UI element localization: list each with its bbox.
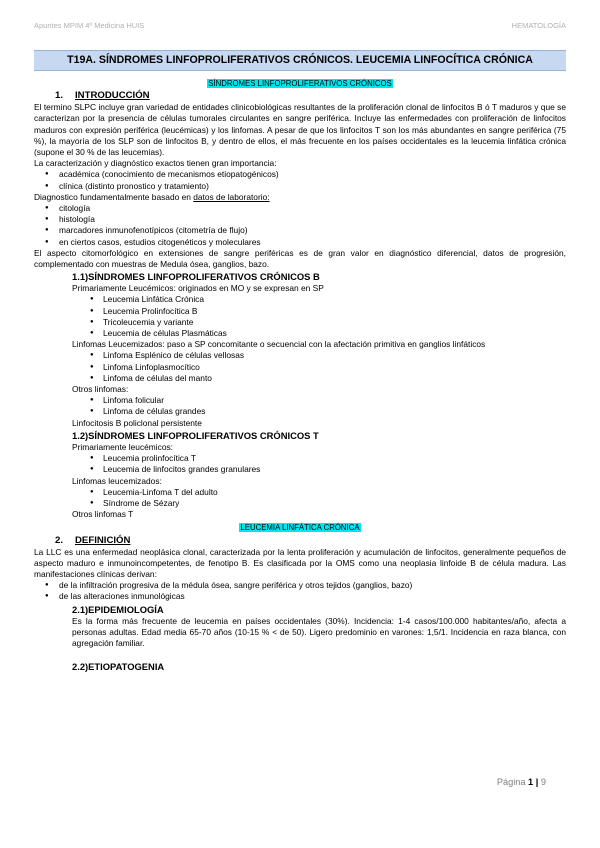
list-item: ● Linfoma Esplénico de células vellosas bbox=[34, 350, 566, 361]
footer-page-total: 9 bbox=[540, 777, 546, 787]
group-label: Linfomas Leucemizados: paso a SP concomitante o secuencial con la afectación primitiva en ganglios linfáticos bbox=[72, 339, 486, 350]
list-item: ● citología bbox=[34, 203, 566, 214]
group-label: Linfocitosis B policlonal persistente bbox=[72, 417, 202, 428]
heading-text: INTRODUCCIÓN bbox=[75, 90, 150, 102]
footer-separator: | bbox=[535, 777, 539, 787]
group-label: Linfomas leucemizados: bbox=[72, 475, 162, 486]
footer-page-label: Página bbox=[496, 777, 526, 787]
lab-data-list bbox=[34, 203, 566, 248]
slpc-b-otros-list bbox=[34, 395, 566, 417]
heading-number: 1. bbox=[55, 90, 64, 102]
diagnostico-text: Diagnostico fundamentalmente basado en bbox=[34, 191, 194, 202]
diagnostico-underlined: datos de laboratorio: bbox=[193, 191, 270, 202]
heading-text: DEFINICIÓN bbox=[75, 534, 131, 546]
page-header bbox=[34, 20, 566, 34]
heading-introduccion bbox=[34, 89, 566, 102]
epidemiologia-paragraph: Es la forma más frecuente de leucemia en países occidentales (30%). Incidencia: 1-4 casos/100.000 habitantes/año, afecta a personas adultas. Edad media 65-70 años (10-15 % < de 50). Ligero predominio en varones: 1,5/1. Incidencia en raza blanca, con agregación familiar. bbox=[72, 615, 566, 648]
document-title: T19A. SÍNDROMES LINFOPROLIFERATIVOS CRÓNICOS. LEUCEMIA LINFOCÍTICA CRÓNICA bbox=[34, 50, 566, 71]
list-item: ● Tricoleucemia y variante bbox=[34, 317, 566, 328]
list-item: ● Linfoma de células del manto bbox=[34, 373, 566, 384]
list-item: ● Linfoma Linfoplasmocítico bbox=[34, 362, 566, 373]
list-item: ● en ciertos casos, estudios citogenéticos y moleculares bbox=[34, 237, 566, 248]
list-item: ● Linfoma de células grandes bbox=[34, 406, 566, 417]
list-item: ● de las alteraciones inmunológicas bbox=[34, 591, 566, 602]
banner-text: SÍNDROMES LINFOPROLIFERATIVOS CRÓNICOS bbox=[208, 79, 392, 88]
list-item: ● Síndrome de Sézary bbox=[34, 498, 566, 509]
list-item: ● Leucemia de células Plasmáticas bbox=[34, 328, 566, 339]
heading-etiopatogenia: 2.2)ETIOPATOGENIA bbox=[72, 661, 165, 673]
list-item: ● Leucemia de linfocitos grandes granulares bbox=[34, 464, 566, 475]
group-label: Otros linfomas: bbox=[72, 384, 129, 395]
manifestaciones-list bbox=[34, 580, 566, 602]
header-subject: HEMATOLOGÍA bbox=[511, 21, 566, 30]
slpc-b-leucemicos-list bbox=[34, 294, 566, 339]
heading-number: 2. bbox=[55, 534, 64, 546]
banner-text: LEUCEMIA LINFÁTICA CRÓNICA bbox=[240, 523, 360, 533]
list-item: ● clínica (distinto pronostico y tratamiento) bbox=[34, 181, 566, 192]
slpc-t-leucemizados-list bbox=[34, 487, 566, 509]
list-item: ● Leucemia-Linfoma T del adulto bbox=[34, 487, 566, 498]
header-course: Apuntes MPIM 4º Medicina HUIS bbox=[34, 21, 145, 30]
group-label: Otros linfomas T bbox=[72, 509, 134, 520]
diagnostico-line bbox=[34, 192, 566, 203]
list-item: ● histología bbox=[34, 214, 566, 225]
heading-slpc-b: 1.1)SÍNDROMES LINFOPROLIFERATIVOS CRÓNICOS B bbox=[72, 271, 320, 283]
heading-slpc-t: 1.2)SÍNDROMES LINFOPROLIFERATIVOS CRÓNICOS T bbox=[72, 429, 319, 441]
list-item: ● Leucemia Prolinfocítica B bbox=[34, 306, 566, 317]
list-item: ● marcadores inmunofenotípicos (citometría de flujo) bbox=[34, 225, 566, 236]
list-item: ● académica (conocimiento de mecanismos etiopatogénicos) bbox=[34, 169, 566, 180]
section-banner-slpc bbox=[34, 78, 566, 89]
definicion-paragraph: La LLC es una enfermedad neoplásica clonal, caracterizada por la lenta proliferación y acumulación de linfocitos, generalmente pequeños de aspecto maduro e inmunoincompetentes, de fenotipo B. Es clasificada por la OMS como una neoplasia linfoide B de célula madura. Las manifestaciones clínicas derivan: bbox=[34, 546, 566, 579]
citomorfologia-paragraph: El aspecto citomorfológico en extensiones de sangre periféricas es de gran valor en diagnóstico diferencial, datos de progresión, complementado con muestras de Medula ósea, ganglios, bazo. bbox=[34, 247, 566, 270]
list-item: ● Linfoma folicular bbox=[34, 395, 566, 406]
group-label: Primariamente Leucémicos: originados en MO y se expresan en SP bbox=[72, 283, 324, 294]
list-item: ● Leucemia Linfática Crónica bbox=[34, 294, 566, 305]
list-item: ● de la infiltración progresiva de la médula ósea, sangre periférica y otros tejidos (ganglios, bazo) bbox=[34, 580, 566, 591]
section-banner-llc bbox=[34, 522, 566, 533]
intro-paragraph: El termino SLPC incluye gran variedad de entidades clinicobiológicas resultantes de la proliferación clonal de linfocitos B ó T maduros y que se caracterizan por la presencia de células tumorales circulantes en sangre periférica. Incluye las enfermedades con proliferación de linfocitos maduros con expresión periférica (leucémicas) y los linfomas. A pesar de que los linfocitos T son los más abundantes en sangre periférica (75 %), la mayoría de los SLP son de linfocitos B, y dentro de ellos, el más frecuente en los países occidentales es la leucemia linfática crónica (supone el 30 % de las leucemias). bbox=[34, 102, 566, 158]
slpc-b-leucemizados-list bbox=[34, 350, 566, 384]
document-body bbox=[34, 78, 566, 673]
intro-caracterizacion: La caracterización y diagnóstico exactos tienen gran importancia: bbox=[34, 158, 277, 169]
heading-epidemiologia: 2.1)EPIDEMIOLOGÍA bbox=[72, 603, 164, 615]
footer-page-number: 1 bbox=[528, 777, 534, 787]
slpc-t-leucemicos-list bbox=[34, 453, 566, 475]
group-label: Primariamente leucémicos: bbox=[72, 441, 173, 452]
list-item: ● Leucemia prolinfocítica T bbox=[34, 453, 566, 464]
page-footer bbox=[497, 777, 546, 788]
heading-definicion bbox=[34, 534, 566, 547]
importance-list bbox=[34, 169, 566, 191]
